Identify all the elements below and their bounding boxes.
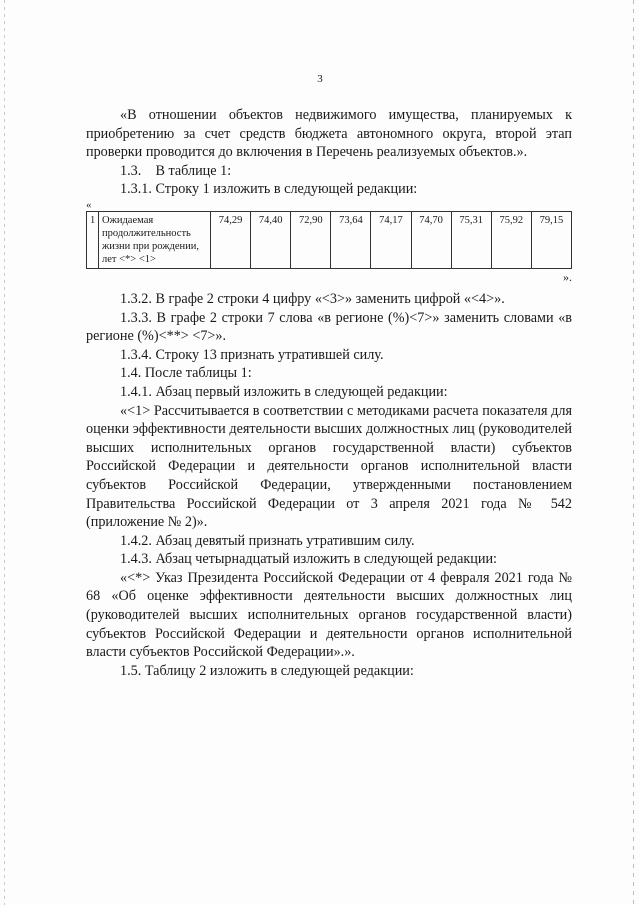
paragraph-after-table1: 1.4. После таблицы 1: xyxy=(120,365,252,382)
value-cell: 75,31 xyxy=(451,211,491,268)
paragraph-first-abzac: 1.4.1. Абзац первый изложить в следующей редакции: xyxy=(120,383,448,400)
quote-open: « xyxy=(86,198,92,211)
value-cell: 73,64 xyxy=(331,211,371,268)
amended-table-row xyxy=(86,211,572,269)
quote-close: ». xyxy=(563,269,572,284)
paragraph-footnote-1: «<1> Рассчитывается в соответствии с методиками расчета показателя для оценки эффективности деятельности высших должностных лиц (руководителей высших исполнительных органов государственной власти) субъектов Российской Федерации и деятельности органов исполнительной власти субъектов Российской Федерации, утвержденными постановлением Правительства Российской Федерации от 3 апреля 2021 года № 542 (приложение № 2)». xyxy=(86,402,572,531)
paragraph-row13-void: 1.3.4. Строку 13 признать утратившей силу. xyxy=(120,346,384,363)
paragraph-table1-heading: 1.3. В таблице 1: xyxy=(120,162,232,179)
page-number: 3 xyxy=(317,73,323,85)
scan-edge-left xyxy=(4,0,5,905)
paragraph-fourteenth-abzac: 1.4.3. Абзац четырнадцатый изложить в следующей редакции: xyxy=(120,551,497,568)
value-cell: 72,90 xyxy=(291,211,331,268)
value-cell: 75,92 xyxy=(491,211,531,268)
value-cell: 74,40 xyxy=(251,211,291,268)
indicator-name-cell: Ожидаемая продолжительность жизни при рождении, лет <*> <1> xyxy=(99,211,211,268)
value-cell: 79,15 xyxy=(531,211,571,268)
paragraph-row7-edit: 1.3.3. В графе 2 строки 7 слова «в регионе (%)<7>» заменить словами «в регионе (%)<**> <7>». xyxy=(86,309,572,345)
paragraph-decree-footnote: «<*> Указ Президента Российской Федерации от 4 февраля 2021 года № 68 «Об оценке эффективности деятельности высших должностных лиц (руководителей высших исполнительных органов государственной власти) субъектов Российской Федерации и деятельности органов исполнительной власти субъектов Российской Федерации».». xyxy=(86,569,572,661)
scan-edge-right xyxy=(633,0,634,905)
value-cell: 74,29 xyxy=(211,211,251,268)
paragraph-real-estate-check: «В отношении объектов недвижимого имущества, планируемых к приобретению за счет средств бюджета автономного округа, второй этап проверки проводится до включения в Перечень реализуемых объектов.». xyxy=(86,107,572,161)
table-row xyxy=(87,211,572,268)
row-number-cell: 1 xyxy=(87,211,99,268)
paragraph-table2-edit: 1.5. Таблицу 2 изложить в следующей редакции: xyxy=(120,662,414,679)
value-cell: 74,70 xyxy=(411,211,451,268)
document-body xyxy=(86,106,572,680)
paragraph-ninth-abzac: 1.4.2. Абзац девятый признать утратившим силу. xyxy=(120,532,415,549)
value-cell: 74,17 xyxy=(371,211,411,268)
paragraph-row4-edit: 1.3.2. В графе 2 строки 4 цифру «<3>» заменить цифрой «<4>». xyxy=(120,290,505,307)
paragraph-row1-edit: 1.3.1. Строку 1 изложить в следующей редакции: xyxy=(120,181,418,198)
